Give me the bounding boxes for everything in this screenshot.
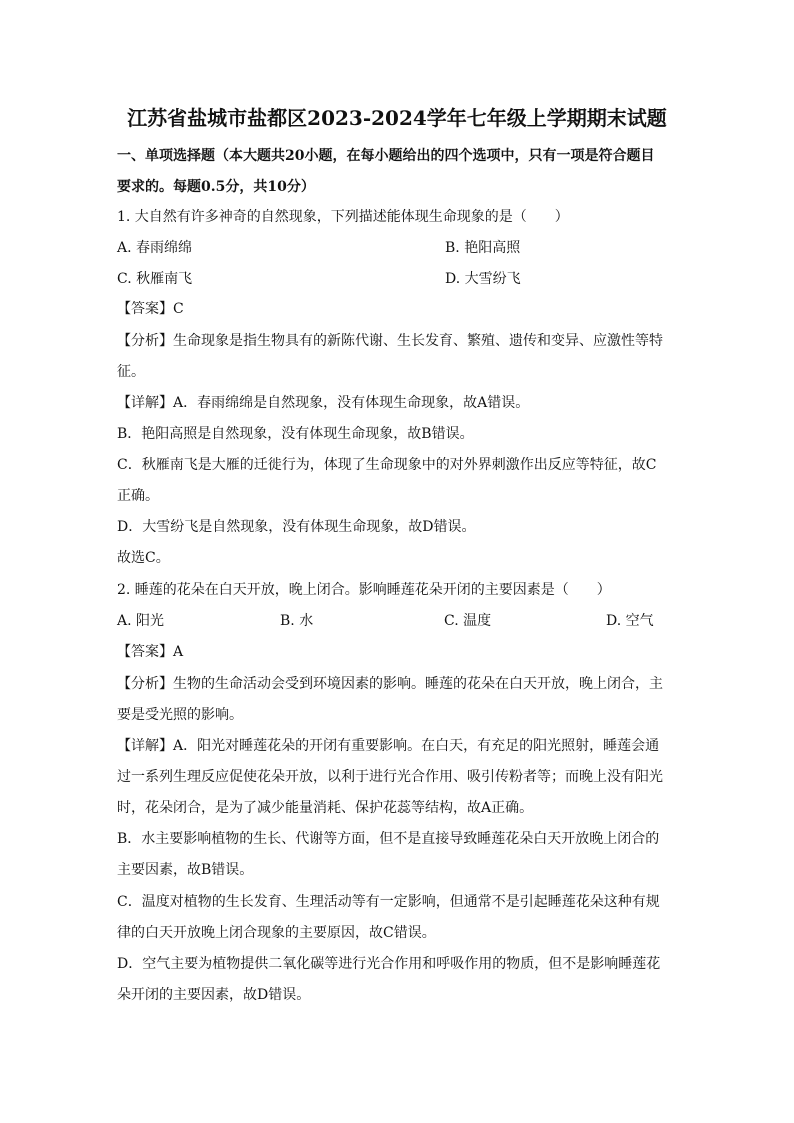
question-2-stem: 2. 睡莲的花朵在白天开放，晚上闭合。影响睡莲花朵开闭的主要因素是（ ） <box>117 582 611 598</box>
question-2-detail-line-9: 朵开闭的主要因素，故D错误。 <box>117 987 311 1003</box>
question-1-analysis-line-1: 【分析】生命现象是指生物具有的新陈代谢、生长发育、繁殖、遗传和变异、应激性等特 <box>117 333 663 349</box>
question-2-detail-line-7: 律的白天开放晚上闭合现象的主要原因，故C错误。 <box>117 925 436 941</box>
question-2-option-c: C. 温度 <box>444 613 492 629</box>
question-1-detail-line-2: B．艳阳高照是自然现象，没有体现生命现象，故B错误。 <box>117 426 474 442</box>
section-heading-line-2: 要求的。每题0.5分，共10分） <box>117 179 315 195</box>
question-1-conclusion: 故选C。 <box>117 550 170 566</box>
question-1-detail-line-1: 【详解】A．春雨绵绵是自然现象，没有体现生命现象，故A错误。 <box>117 395 530 411</box>
question-1-analysis-line-2: 征。 <box>117 364 145 380</box>
question-2-analysis-line-2: 要是受光照的影响。 <box>117 707 243 723</box>
question-2-detail-line-2: 过一系列生理反应促使花朵开放，以利于进行光合作用、吸引传粉者等；而晚上没有阳光 <box>117 769 663 785</box>
question-2-detail-line-5: 主要因素，故B错误。 <box>117 862 254 878</box>
question-2-detail-line-3: 时，花朵闭合，是为了减少能量消耗、保护花蕊等结构，故A正确。 <box>117 800 534 816</box>
question-2-analysis-line-1: 【分析】生物的生命活动会受到环境因素的影响。睡莲的花朵在白天开放，晚上闭合，主 <box>117 676 663 692</box>
section-heading-line-1: 一、单项选择题（本大题共20小题，在每小题给出的四个选项中，只有一项是符合题目 <box>117 148 655 164</box>
document-title: 江苏省盐城市盐都区2023-2024学年七年级上学期期末试题 <box>127 106 667 130</box>
question-2-detail-line-6: C．温度对植物的生长发育、生理活动等有一定影响，但通常不是引起睡莲花朵这种有规 <box>117 894 660 910</box>
question-1-option-a: A. 春雨绵绵 <box>117 240 193 256</box>
question-1-detail-line-5: D．大雪纷飞是自然现象，没有体现生命现象，故D错误。 <box>117 519 476 535</box>
question-2-answer: 【答案】A <box>117 644 184 660</box>
question-2-detail-line-8: D．空气主要为植物提供二氧化碳等进行光合作用和呼吸作用的物质，但不是影响睡莲花 <box>117 956 661 972</box>
question-1-detail-line-3: C．秋雁南飞是大雁的迁徙行为，体现了生命现象中的对外界刺激作出反应等特征，故C <box>117 457 657 473</box>
question-1-option-c: C. 秋雁南飞 <box>117 271 193 287</box>
question-2-detail-line-1: 【详解】A．阳光对睡莲花朵的开闭有重要影响。在白天，有充足的阳光照射，睡莲会通 <box>117 738 660 754</box>
question-1-answer: 【答案】C <box>117 301 184 317</box>
question-1-option-d: D. 大雪纷飞 <box>445 271 521 287</box>
question-2-option-b: B. 水 <box>280 613 314 629</box>
question-1-option-b: B. 艳阳高照 <box>445 240 521 256</box>
question-1-detail-line-4: 正确。 <box>117 488 159 504</box>
question-2-option-d: D. 空气 <box>606 613 654 629</box>
question-2-option-a: A. 阳光 <box>117 613 165 629</box>
question-2-detail-line-4: B．水主要影响植物的生长、代谢等方面，但不是直接导致睡莲花朵白天开放晚上闭合的 <box>117 831 660 847</box>
question-1-stem: 1. 大自然有许多神奇的自然现象，下列描述能体现生命现象的是（ ） <box>117 209 569 225</box>
